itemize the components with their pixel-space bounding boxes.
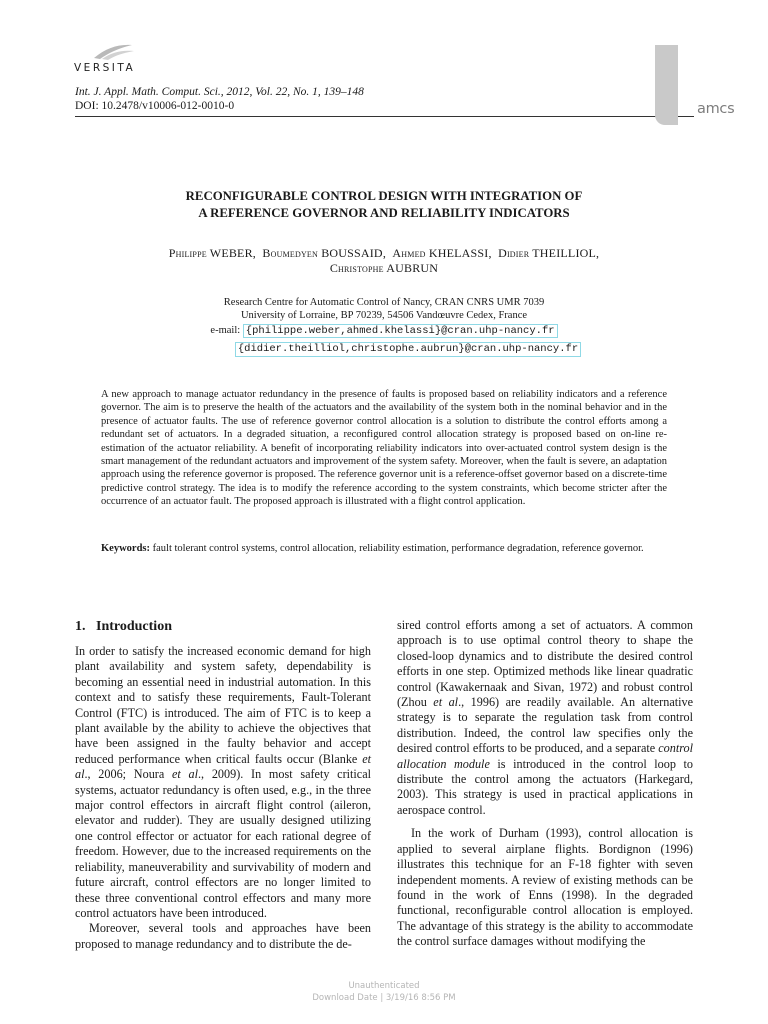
author-first-name: Didier [498,246,530,260]
section-number: 1. [75,619,86,634]
author-last-name: BOUSSAID [321,246,383,260]
keywords-label: Keywords: [101,543,150,554]
keywords [101,542,667,555]
email-label: e-mail: [210,325,241,336]
paper-title [0,188,768,222]
watermark-line-2: Download Date | 3/19/16 8:56 PM [312,993,456,1003]
doi-line: DOI: 10.2478/v10006-012-0010-0 [75,100,235,112]
publisher-bird-icon [74,40,144,62]
brand-logo: amcs [697,101,735,117]
author-first-name: Boumedyen [262,246,318,260]
email-link-2[interactable]: {didier.theilliol,christophe.aubrun}@cran.uhp-nancy.fr [235,342,581,357]
body-paragraph: In order to satisfy the increased economic demand for high plant availability and system safety, dependability is becoming an essential need in industrial automation. In this context and to satisfy these requirements, Fault-Tolerant Control (FTC) is introduced. The aim of FTC is to keep a plant available by the ability to achieve the objectives that have been assigned in the faulty behavior and accept reduced performance when critical faults occur (Blanke et al., 2006; Noura et al., 2009). In most safety critical systems, actuator redundancy is often used, e.g., in the three major control effectors in aircraft flight control (aileron, elevator and rudder). They are usually designed utilizing one control effector or actuator for each rational degree of freedom. However, due to the increased requirements on the reliability, maneuverability and survivability of modern and future aircraft, control effectors are no longer limited to these three conventional control effectors and many more control actuators have been introduced. [75,644,371,920]
title-line-1: RECONFIGURABLE CONTROL DESIGN WITH INTEGRATION OF [185,189,583,203]
author-last-name: KHELASSI [428,246,489,260]
publisher-logo [74,40,144,80]
author-first-name: Christophe [329,261,384,275]
affiliation-block [0,296,768,357]
right-column [397,618,693,950]
watermark-line-1: Unauthenticated [348,981,420,991]
left-column [75,618,371,952]
affiliation-line-2: University of Lorraine, BP 70239, 54506 Vandœuvre Cedex, France [240,310,528,321]
author-last-name: WEBER [209,246,253,260]
brand-bar [655,45,678,125]
author-last-name: THEILLIOL [532,246,597,260]
author-list: Philippe WEBER, Boumedyen BOUSSAID, Ahmed KHELASSI, Didier THEILLIOL, Christophe AUBRUN [168,246,600,275]
download-watermark [0,980,768,1004]
body-paragraph: In the work of Durham (1993), control allocation is applied to several airplane flights. Bordignon (1996) illustrates this technique for an F-18 fighter with seven independent moments. A review of existing methods can be found in the work of Enns (1998). In the degraded functional, reconfigurable control allocation is employed. The advantage of this strategy is the ability to accommodate the control surface damages without modifying the [397,826,693,949]
abstract: A new approach to manage actuator redundancy in the presence of faults is proposed based on reliability indicators and a reference governor. The aim is to preserve the health of the actuators and the availability of the system both in the nominal behavior and in the presence of actuator faults. The use of reference governor control allocation is a solution to distribute the control efforts among a redundant set of actuators. In a degraded situation, a reconfigured control allocation strategy is proposed based on on-line re-estimation of the actuator reliability. A benefit of incorporating reliability indicators into over-actuated control system design is the smart management of the redundant actuators and improvement of the system safety. Moreover, when the fault is severe, an adaptation approach using the reference governor is proposed. The reference governor unit is a reference-offset governor based on a discrete-time predictive control strategy. The idea is to modify the reference according to the system constraints, which become stricter after the occurrence of an actuator fault. The proposed approach is illustrated with a flight control application. [101,389,667,508]
title-line-2: A REFERENCE GOVERNOR AND RELIABILITY INDICATORS [198,206,570,220]
body-paragraph: sired control efforts among a set of actuators. A common approach is to use optimal control theory to shape the closed-loop dynamics and to distribute the desired control efforts in one step. Optimized methods like linear quadratic control (Kawakernaak and Sivan, 1972) and robust control (Zhou et al., 1996) are readily available. An alternative strategy is to separate the regulation task from control distribution. Indeed, the control law specifies only the desired control efforts to be produced, and a separate control allocation module is introduced in the control loop to distribute the control among the actuators (Harkegard, 2003). This strategy is used in practical applications in aerospace control. [397,618,693,817]
author-last-name: AUBRUN [386,261,439,275]
section-title: Introduction [96,619,172,634]
author-first-name: Philippe [168,246,207,260]
publisher-name: VERSITA [74,62,136,74]
header-rule [75,116,694,117]
author-first-name: Ahmed [392,246,426,260]
journal-citation: Int. J. Appl. Math. Comput. Sci., 2012, Vol. 22, No. 1, 139–148 [75,86,364,98]
section-heading [75,618,371,635]
keywords-text: fault tolerant control systems, control allocation, reliability estimation, performance degradation, reference governor. [152,543,644,554]
body-paragraph: Moreover, several tools and approaches have been proposed to manage redundancy and to distribute the de- [75,921,371,951]
affiliation-line-1: Research Centre for Automatic Control of Nancy, CRAN CNRS UMR 7039 [223,297,545,308]
email-link-1[interactable]: {philippe.weber,ahmed.khelassi}@cran.uhp-nancy.fr [243,324,558,338]
